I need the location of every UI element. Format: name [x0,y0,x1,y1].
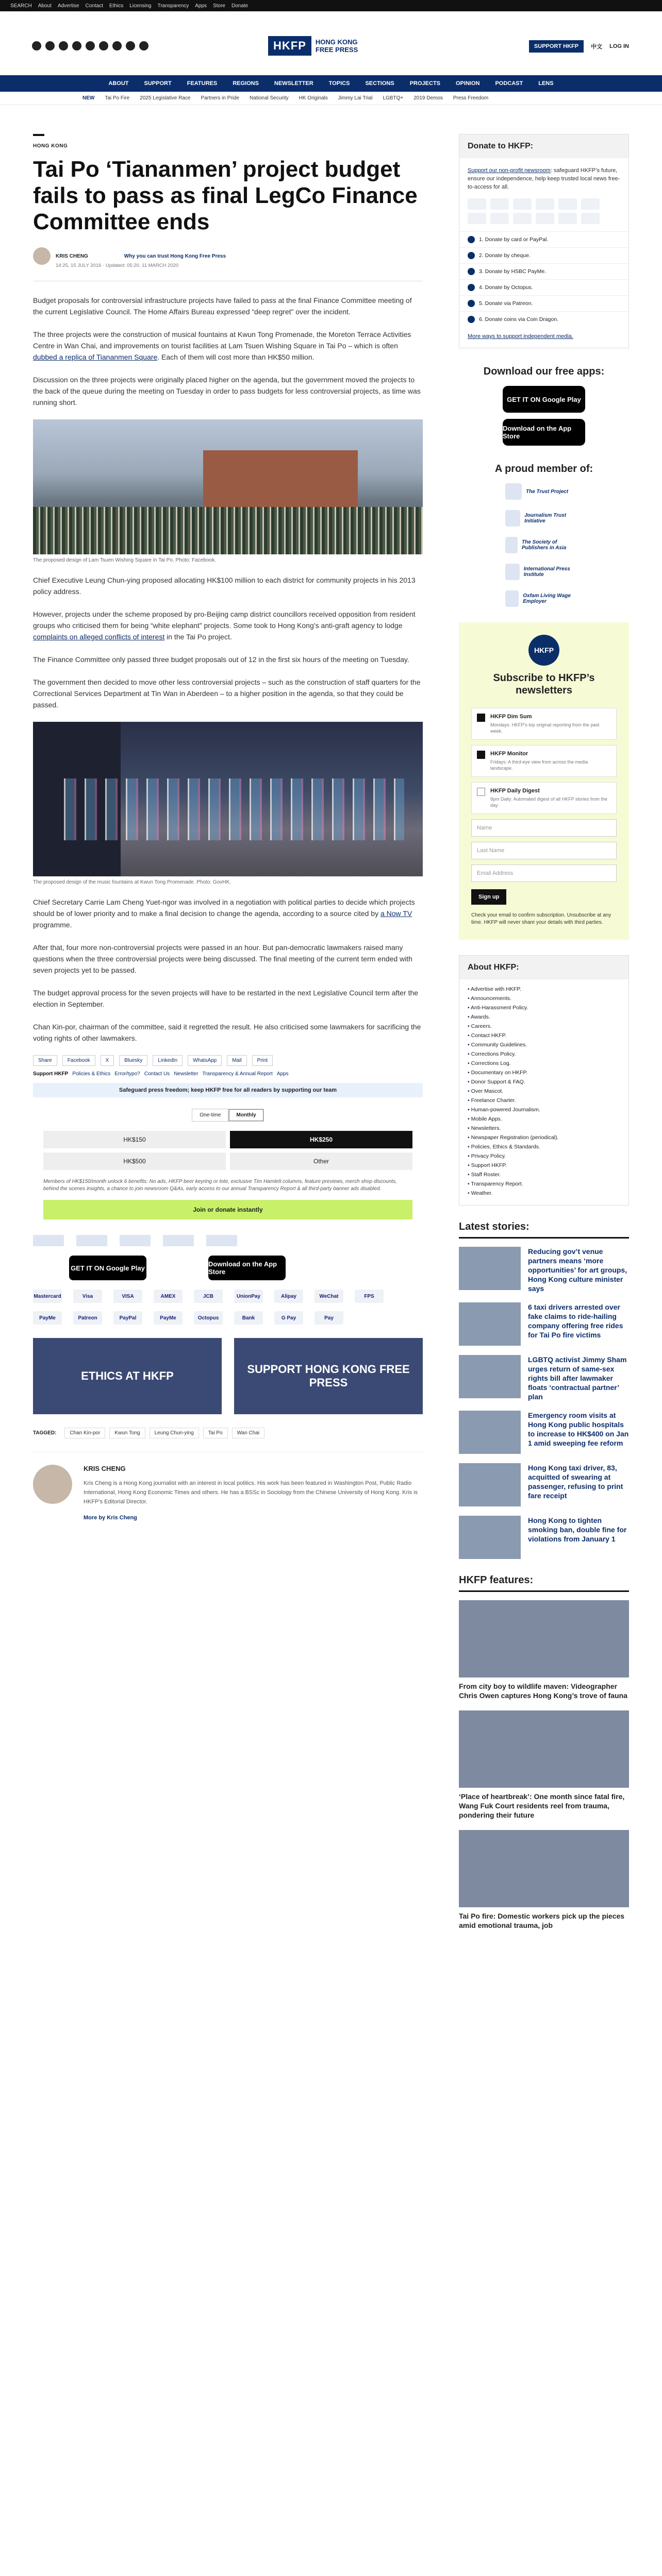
author-name[interactable]: KRIS CHENG [84,1465,126,1472]
octopus-icon[interactable]: Octopus [194,1311,223,1325]
payme-icon[interactable]: PayMe [33,1311,62,1325]
share-bar [33,1055,423,1066]
category-rule [33,134,44,136]
newsletter-signup [459,622,629,940]
octopus-icon [558,213,577,224]
topbar-link-store[interactable]: Store [213,3,225,9]
about-link[interactable]: • Community Guidelines. [459,1040,628,1049]
about-link[interactable]: • Documentary on HKFP. [459,1068,628,1077]
checkbox-icon[interactable] [477,788,485,796]
amount-option[interactable]: HK$500 [43,1153,226,1170]
about-link[interactable]: • Transparency Report. [459,1179,628,1189]
trust-link[interactable]: Why you can trust Hong Kong Free Press [124,253,226,259]
checkbox-checked-icon[interactable] [477,751,485,759]
article-dates: 14:25, 15 JULY 2016 · Updated: 05:20, 11 MARCH 2020 [56,263,179,268]
about-link[interactable]: • Newsletters. [459,1124,628,1133]
donate-title: Donate to HKFP: [459,134,628,158]
app-store-button[interactable]: Download on the App Store [208,1256,286,1280]
trending-item[interactable]: HK Originals [299,95,328,101]
author-avatar[interactable] [33,1465,72,1504]
feature-story[interactable]: Tai Po fire: Domestic workers pick up the pieces amid emotional trauma, job [459,1830,629,1930]
nav-support[interactable]: SUPPORT [144,80,172,87]
about-link[interactable]: • Policies, Ethics & Standards. [459,1142,628,1151]
paragraph: Discussion on the three projects were originally placed higher on the agenda, but the government moved the projects to the back of the queue during the meeting on Tuesday in order to pass budgets for less controversial projects, as time was running short. [33,376,421,406]
about-link[interactable]: • Advertise with HKFP. [459,985,628,994]
footer-link[interactable]: Newsletter [174,1071,198,1077]
paragraph: After that, four more non-controversial projects were passed in an hour. But pan-democratic lawmakers raised many questions when the three controversial projects were being discussed. The final meeting of the current term ended with seven projects yet to be passed. [33,943,412,974]
donate-option[interactable]: 6. Donate coins via Coin Dragon. [459,311,628,327]
article-photo-music-fountains[interactable] [33,722,423,876]
about-link[interactable]: • Staff Roster. [459,1170,628,1179]
nav-projects[interactable]: PROJECTS [409,80,440,87]
apps-heading: Download our free apps: [483,366,605,377]
join-donate-button[interactable]: Join or donate instantly [43,1200,412,1219]
donate-option[interactable]: 4. Donate by Octopus. [459,279,628,295]
share-linkedin[interactable]: LinkedIn [153,1055,183,1066]
author-bio: Kris Cheng is a Hong Kong journalist with an interest in local politics. His work has been featured in Washington Post, Public Radio International, Hong Kong Economic Times and others. He has a BSSc in Sociology from the Chinese University of Hong Kong. Kris is HKFP’s Editorial Director. [84,1480,418,1505]
bank-icon[interactable]: Bank [234,1311,263,1325]
donate-options [459,231,628,327]
sidebar-app-buttons [459,386,629,446]
donate-widget [459,134,629,348]
story-thumbnail[interactable] [459,1411,521,1454]
alipay-icon[interactable]: Alipay [274,1290,303,1303]
about-link[interactable]: • Announcements. [459,994,628,1003]
latest-story[interactable]: 6 taxi drivers arrested over fake claims to ride-hailing company offering free rides for Tai Po fire victims [459,1302,629,1346]
about-title: About HKFP: [459,956,628,979]
name-field[interactable]: Name [471,819,617,837]
trending-item[interactable]: 2019 Demos [413,95,443,101]
trending-item[interactable]: Partners in Pride [201,95,240,101]
topbar-link-transparency[interactable]: Transparency [157,3,189,9]
trending-item[interactable]: LGBTQ+ [383,95,404,101]
signup-button[interactable]: Sign up [471,889,506,905]
jcb-icon [536,198,554,210]
wechat-icon [490,213,509,224]
oxfam-icon [505,590,519,607]
latest-story[interactable]: Reducing gov’t venue partners means ‘more opportunities’ for art groups, Hong Kong culture minister says [459,1247,629,1293]
about-link[interactable]: • Weather. [459,1189,628,1198]
member-logo[interactable]: Oxfam Living Wage Employer [505,590,583,607]
partner-logos [33,1235,423,1246]
tag[interactable]: Chan Kin-por [64,1428,105,1438]
share-bluesky[interactable]: Bluesky [119,1055,147,1066]
fps-icon [513,213,532,224]
tag-list [33,1428,423,1438]
author-avatar[interactable] [33,247,51,265]
paypal-icon[interactable]: PayPal [113,1311,142,1325]
masthead-actions [529,40,629,53]
share-facebook[interactable]: Facebook [62,1055,95,1066]
photo-caption: The proposed design of Lam Tsuen Wishing Square in Tai Po. Photo: Facebook. [33,557,216,563]
linkedin-icon[interactable] [126,41,135,50]
trust-project-icon [505,483,522,500]
social-icons [32,41,148,50]
feature-image[interactable] [459,1600,629,1677]
paragraph: Chief Executive Leung Chun-ying proposed allocating HK$100 million to each district for community projects in his 2013 policy address. [33,576,416,596]
trending-label: NEW [82,95,95,101]
paragraph: However, projects under the scheme proposed by pro-Beijing camp district councillors received opposition from resident groups who criticised them for being “white elephant” projects. Some took to Hong Kong’s anti-graft agency to lodge complaints on alleged conflicts of interest in the Tai Po project. [33,610,416,641]
unionpay-icon [558,198,577,210]
member-logo[interactable]: Journalism Trust Initiative [505,510,583,527]
nav-regions[interactable]: REGIONS [233,80,259,87]
member-heading: A proud member of: [494,463,593,474]
wechat-icon[interactable]: WeChat [315,1290,343,1303]
jti-logo[interactable] [76,1235,107,1246]
features-heading: HKFP features: [459,1574,629,1592]
newsletter-option[interactable]: HKFP Daily Digest 9pm Daily: Automated digest of all HKFP stories from the day. [471,782,617,814]
threads-icon[interactable] [112,41,122,50]
top-utility-bar [0,0,662,11]
mastercard-icon [468,198,486,210]
logo-mark: HKFP [268,36,311,56]
nav-podcast[interactable]: PODCAST [495,80,523,87]
jcb-icon[interactable]: JCB [194,1290,223,1303]
sopa-logo[interactable] [163,1235,194,1246]
story-thumbnail[interactable] [459,1463,521,1506]
visa-icon [490,198,509,210]
about-link[interactable]: • Corrections Log. [459,1059,628,1068]
topbar-link-donate[interactable]: Donate [231,3,249,9]
nav-opinion[interactable]: OPINION [456,80,480,87]
patreon-icon [581,213,600,224]
about-link[interactable]: • Anti-Harassment Policy. [459,1003,628,1012]
amex-icon[interactable]: AMEX [154,1290,183,1303]
inline-link[interactable]: dubbed a replica of Tiananmen Square [33,353,158,361]
share-whatsapp[interactable]: WhatsApp [188,1055,222,1066]
email-field[interactable]: Email Address [471,865,617,882]
about-link[interactable]: • Careers. [459,1022,628,1031]
rss-icon[interactable] [139,41,148,50]
story-thumbnail[interactable] [459,1247,521,1290]
about-link[interactable]: • Freelance Charter. [459,1096,628,1105]
paragraph: Chief Secretary Carrie Lam Cheng Yuet-ngor was involved in a negotiation with political parties to decide which projects should be of lower priority and to make a final decision to change the agenda, according to a source cited by a Now TV programme. [33,898,415,929]
share-print[interactable]: Print [252,1055,273,1066]
promo-videos [33,1338,423,1414]
nav-sections[interactable]: SECTIONS [365,80,394,87]
story-thumbnail[interactable] [459,1355,521,1398]
telegram-icon[interactable] [86,41,95,50]
footer-link[interactable]: Apps [276,1071,289,1077]
donate-option[interactable]: 5. Donate via Patreon. [459,295,628,311]
topbar-link-advertise[interactable]: Advertise [57,3,79,9]
newsletter-note: Check your email to confirm subscription. Unsubscribe at any time. HKFP will never share your details with third parties. [471,912,611,925]
paragraph: The budget approval process for the seven projects will have to be restarted in the next Legislative Council term after the election in September. [33,989,419,1008]
article-category[interactable]: HONG KONG [33,143,68,149]
paragraph: The Finance Committee only passed three budget proposals out of 12 in the first six hours of the meeting on Tuesday. [33,655,409,664]
x-icon[interactable] [45,41,55,50]
fps-icon[interactable]: FPS [355,1290,384,1303]
tab-one-time[interactable]: One-time [192,1109,228,1122]
support-link[interactable]: Support HKFP [33,1071,69,1077]
tags-label: TAGGED: [33,1430,57,1436]
donate-option[interactable]: 1. Donate by card or PayPal. [459,231,628,247]
about-link[interactable]: • Support HKFP. [459,1161,628,1170]
google-pay-icon[interactable]: G Pay [274,1311,303,1325]
apple-pay-icon[interactable]: Pay [315,1311,343,1325]
article-title: Tai Po ‘Tiananmen’ project budget fails to pass as final LegCo Finance Committee ends [33,157,418,234]
search-link[interactable]: SEARCH [10,3,32,9]
footer-link[interactable]: Error/typo? [114,1071,140,1077]
about-link[interactable]: • Awards. [459,1012,628,1022]
newsletter-badge: HKFP [528,635,559,666]
trending-item[interactable]: 2025 Legislative Race [140,95,191,101]
trending-item[interactable]: Tai Po Fire [105,95,130,101]
paragraph: Chan Kin-por, chairman of the committee, said it regretted the result. He also criticised some lawmakers for sacrificing the voting rights of other lawmakers. [33,1023,421,1042]
mastercard-icon[interactable]: Mastercard [33,1290,62,1303]
amount-option-selected[interactable]: HK$250 [230,1131,412,1148]
about-link[interactable]: • Contact HKFP. [459,1031,628,1040]
patreon-icon[interactable]: Patreon [73,1311,102,1325]
checkbox-checked-icon[interactable] [477,714,485,722]
share-x[interactable]: X [101,1055,114,1066]
login-link[interactable]: LOG IN [609,43,629,49]
feature-image[interactable] [459,1830,629,1907]
latest-story[interactable]: Hong Kong taxi driver, 83, acquitted of swearing at passenger, refusing to print fare receipt [459,1463,629,1506]
trust-project-logo[interactable] [33,1235,64,1246]
donate-card-icons [459,198,628,224]
visa-icon[interactable]: Visa [73,1290,102,1303]
inline-link[interactable]: a Now TV [380,909,412,918]
tab-monthly[interactable]: Monthly [228,1109,263,1122]
safeguard-banner[interactable]: Safeguard press freedom; keep HKFP free for all readers by supporting our team [33,1083,423,1097]
share-mail[interactable]: Mail [227,1055,246,1066]
donation-amounts [33,1131,423,1170]
google-play-button[interactable]: GET IT ON Google Play [503,386,585,413]
trending-bar [0,92,662,105]
story-thumbnail[interactable] [459,1302,521,1346]
amex-icon [513,198,532,210]
newsletter-option[interactable]: HKFP Dim Sum Mondays: HKFP’s top original reporting from the past week. [471,708,617,740]
tag[interactable]: Kwun Tong [109,1428,145,1438]
share-button[interactable]: Share [33,1055,57,1066]
sidebar [459,134,629,1940]
facebook-icon[interactable] [32,41,41,50]
paragraph: The three projects were the construction of musical fountains at Kwun Tong Promenade, the Moreton Terrace Activities Centre in Wan Chai, and improvements on tourist facilities at Lam Tsuen Wishing Square in Tai Po – which is often dubbed a replica of Tiananmen Square. Each of them will cost more than HK$50 million. [33,330,411,361]
about-link[interactable]: • Newspaper Registration (periodical). [459,1133,628,1142]
paypal-icon [581,198,600,210]
more-by-author-link[interactable]: More by Kris Cheng [84,1515,137,1521]
tag[interactable]: Leung Chun-ying [150,1428,199,1438]
topbar-link-ethics[interactable]: Ethics [109,3,124,9]
visa-icon[interactable]: VISA [113,1290,142,1303]
masthead [0,11,662,75]
oxfam-logo[interactable] [206,1235,237,1246]
donate-text: Support our non-profit newsroom: safeguard HKFP’s future, ensure our independence, help keep trusted local news free-to-access for all. [468,167,620,190]
donate-link[interactable]: Support our non-profit newsroom [468,167,551,174]
inline-link[interactable]: complaints on alleged conflicts of interest [33,633,165,641]
article-photo-wishing-square[interactable] [33,419,423,554]
nav-topics[interactable]: TOPICS [328,80,350,87]
ipi-icon [505,564,520,580]
jti-icon [505,510,520,527]
member-logo[interactable]: International Press Institute [505,564,583,580]
donate-option[interactable]: 2. Donate by cheque. [459,247,628,263]
ethics-video[interactable]: ETHICS AT HKFP [33,1338,222,1414]
last-name-field[interactable]: Last Name [471,842,617,859]
latest-story[interactable]: Emergency room visits at Hong Kong public hospitals to increase to HK$400 on Jan 1 amid sweeping fee reform [459,1411,629,1454]
donation-frequency-toggle [33,1109,423,1122]
amount-option[interactable]: Other [230,1153,412,1170]
trending-item[interactable]: Jimmy Lai Trial [338,95,373,101]
bluesky-icon[interactable] [99,41,108,50]
trending-item[interactable]: Press Freedom [453,95,489,101]
latest-story[interactable]: LGBTQ activist Jimmy Sham urges return of same-sex rights bill after lawmaker floats ‘contractual partner’ plan [459,1355,629,1401]
feature-story[interactable]: From city boy to wildlife maven: Videographer Chris Owen captures Hong Kong’s trove of fauna [459,1600,629,1700]
about-widget [459,955,629,1206]
amount-option[interactable]: HK$150 [43,1131,226,1148]
footer-link[interactable]: Policies & Ethics [72,1071,111,1077]
topbar-link-contact[interactable]: Contact [85,3,103,9]
photo-caption: The proposed design of the music fountains at Kwun Tong Promenade. Photo: GovHK. [33,879,231,885]
language-switch[interactable]: 中文 [591,44,603,50]
latest-heading: Latest stories: [459,1221,629,1239]
support-hkfp-button[interactable]: SUPPORT HKFP [529,40,584,53]
nav-lens[interactable]: LENS [538,80,554,87]
footer-link[interactable]: Transparency & Annual Report [202,1071,273,1077]
newsletter-option[interactable]: HKFP Monitor Fridays: A third-eye view from across the media landscape. [471,745,617,777]
unionpay-icon[interactable]: UnionPay [234,1290,263,1303]
site-logo[interactable] [268,36,358,56]
tag[interactable]: Wan Chai [232,1428,265,1438]
about-link[interactable]: • Over Mascot. [459,1087,628,1096]
tag[interactable]: Tai Po [203,1428,228,1438]
more-ways-link[interactable]: More ways to support independent media. [468,333,573,340]
about-link[interactable]: • Mobile Apps. [459,1114,628,1124]
support-video[interactable]: SUPPORT HONG KONG FREE PRESS [234,1338,423,1414]
payment-methods [33,1290,423,1325]
sopa-icon [505,537,518,553]
member-logos [459,483,629,607]
youtube-icon[interactable] [72,41,81,50]
topbar-link-licensing[interactable]: Licensing [129,3,152,9]
feature-image[interactable] [459,1710,629,1788]
topbar-link-apps[interactable]: Apps [195,3,207,9]
donate-option[interactable]: 3. Donate by HSBC PayMe. [459,263,628,279]
story-thumbnail[interactable] [459,1516,521,1559]
membership-note: Members of HK$150/month unlock 6 benefits: No ads, HKFP beer keyring or tote, exclusive Tim Hamlett columns, feature previews, merch shop discounts, behind the scenes insights, a chance to join newsroom Q&As, early access to our annual Transparency Report & all third-party banner ads disabled. [43,1179,397,1192]
about-link[interactable]: • Human-powered Journalism. [459,1105,628,1114]
footer-link[interactable]: Contact Us [144,1071,170,1077]
paragraph: Budget proposals for controversial infrastructure projects have failed to pass at the final Finance Committee meeting of the current Legislative Council. The Home Affairs Bureau expressed “deep regret” over the incident. [33,296,412,316]
paragraph: The government then decided to move other less controversial projects – such as the construction of staff quarters for the Correctional Services Department at Tin Wan in Aberdeen – to a higher position in the agenda, so that they could be passed. [33,678,421,709]
instagram-icon[interactable] [59,41,68,50]
nav-about[interactable]: ABOUT [108,80,129,87]
payme-icon[interactable]: PayMe [154,1311,183,1325]
topbar-link-about[interactable]: About [38,3,52,9]
ipi-logo[interactable] [120,1235,151,1246]
alipay-icon [468,213,486,224]
google-play-button[interactable]: GET IT ON Google Play [69,1256,146,1280]
member-logo[interactable]: The Society of Publishers in Asia [505,537,583,553]
latest-story[interactable]: Hong Kong to tighten smoking ban, double fine for violations from January 1 [459,1516,629,1559]
nav-features[interactable]: FEATURES [187,80,218,87]
nav-newsletter[interactable]: NEWSLETTER [274,80,313,87]
main-nav [0,75,662,92]
author-name[interactable]: KRIS CHENG [56,253,88,259]
app-store-buttons [69,1256,423,1280]
member-logo[interactable]: The Trust Project [505,483,583,500]
newsletter-title: Subscribe to HKFP’s newsletters [493,672,595,696]
byline [33,247,423,265]
feature-story[interactable]: ‘Place of heartbreak’: One month since fatal fire, Wang Fuk Court residents reel from trauma, pondering their future [459,1710,629,1820]
article-column [33,134,423,1522]
about-link[interactable]: • Donor Support & FAQ. [459,1077,628,1087]
about-link[interactable]: • Corrections Policy. [459,1049,628,1059]
logo-text: HONG KONG FREE PRESS [315,38,358,54]
trending-item[interactable]: National Security [250,95,289,101]
payme-icon [536,213,554,224]
app-store-button[interactable]: Download on the App Store [503,419,585,446]
about-link[interactable]: • Privacy Policy. [459,1151,628,1161]
article-footer-links [33,1071,423,1077]
author-box [33,1452,423,1522]
